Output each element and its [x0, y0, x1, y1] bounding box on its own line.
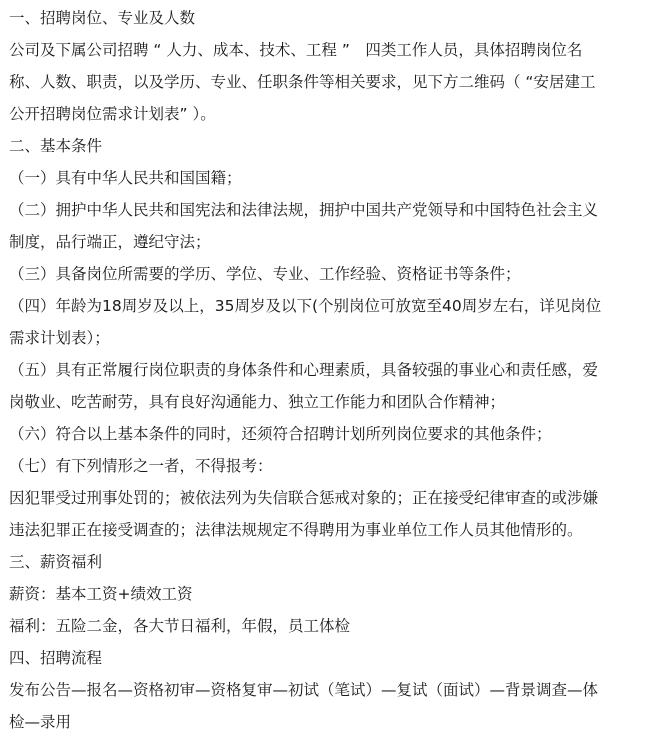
condition-item-2: （二）拥护中华人民共和国宪法和法律法规，拥护中国共产党领导和中国特色社会主义 — [9, 201, 599, 219]
condition-item-6: （六）符合以上基本条件的同时，还须符合招聘计划所列岗位要求的其他条件； — [9, 425, 552, 443]
paragraph-line: 公司及下属公司招聘 “ 人力、成本、技术、工程 ” 四类工作人员，具体招聘岗位名 — [9, 41, 583, 59]
heading-basic-conditions: 二、基本条件 — [9, 137, 103, 155]
condition-item-3: （三）具备岗位所需要的学历、学位、专业、工作经验、资格证书等条件； — [9, 265, 521, 283]
condition-item-4: （四）年龄为18周岁及以上，35周岁及以下(个别岗位可放宽至40周岁左右，详见岗位 — [9, 297, 602, 315]
condition-item-5-cont: 岗敬业、吃苦耐劳，具有良好沟通能力、独立工作能力和团队合作精神； — [9, 393, 506, 411]
paragraph-line: 称、人数、职责，以及学历、专业、任职条件等相关要求，见下方二维码（ “安居建工 — [9, 73, 596, 91]
process-line: 发布公告—报名—资格初审—资格复审—初试（笔试）—复试（面试）—背景调查—体 — [9, 681, 599, 699]
condition-item-7: （七）有下列情形之一者，不得报考： — [9, 457, 273, 475]
heading-salary-benefits: 三、薪资福利 — [9, 553, 103, 571]
exclusion-text-cont: 违法犯罪正在接受调查的；法律法规规定不得聘用为事业单位工作人员其他情形的。 — [9, 521, 583, 539]
benefits-line: 福利：五险二金，各大节日福利，年假，员工体检 — [9, 617, 351, 635]
heading-recruitment-process: 四、招聘流程 — [9, 649, 103, 667]
salary-line: 薪资：基本工资+绩效工资 — [9, 585, 193, 603]
condition-item-1: （一）具有中华人民共和国国籍； — [9, 169, 242, 187]
exclusion-text: 因犯罪受过刑事处罚的；被依法列为失信联合惩戒对象的；正在接受纪律审查的或涉嫌 — [9, 489, 599, 507]
condition-item-2-cont: 制度，品行端正，遵纪守法； — [9, 233, 211, 251]
document-body — [9, 0, 641, 738]
paragraph-line: 公开招聘岗位需求计划表” ）。 — [9, 105, 216, 123]
condition-item-4-cont: 需求计划表）； — [9, 329, 110, 347]
process-line-cont: 检—录用 — [9, 713, 72, 731]
condition-item-5: （五）具有正常履行岗位职责的身体条件和心理素质，具备较强的事业心和责任感，爱 — [9, 361, 599, 379]
heading-recruitment-positions: 一、招聘岗位、专业及人数 — [9, 9, 196, 27]
